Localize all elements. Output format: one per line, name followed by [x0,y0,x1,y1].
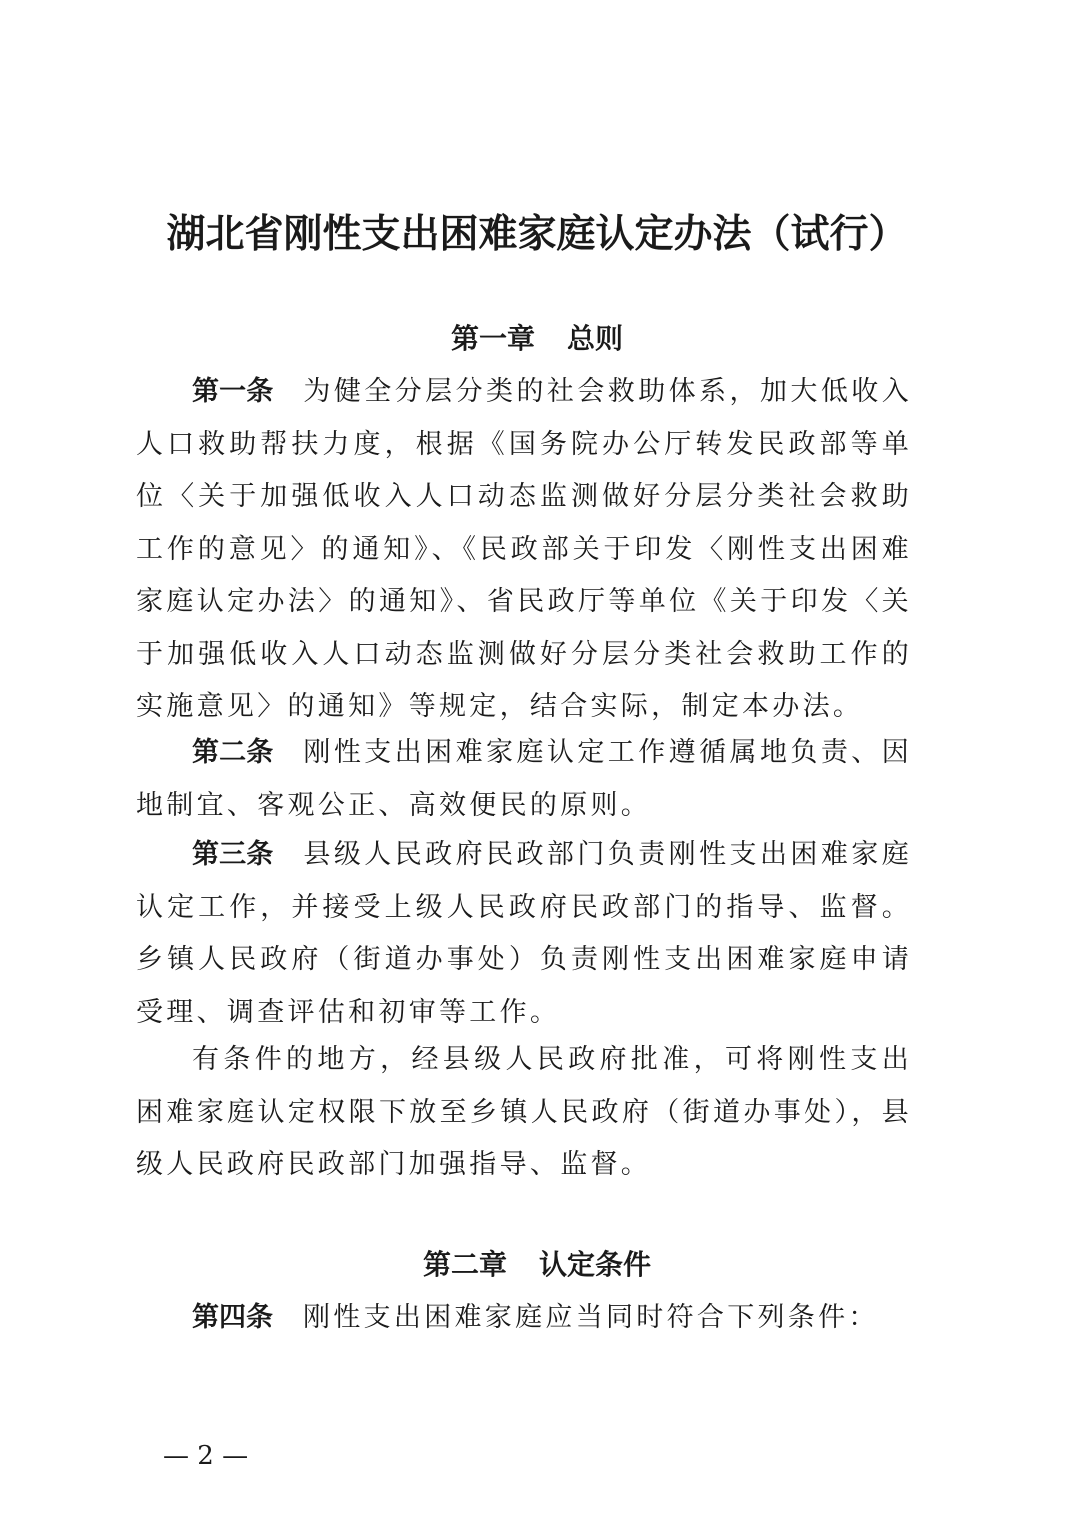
article-3-paragraph-2 [136,1034,912,1192]
article-number: 第二条 [192,737,274,768]
chapter-number: 第二章 [422,1248,507,1281]
article-number: 第三条 [192,839,274,870]
article-text: 有条件的地方，经县级人民政府批准，可将刚性支出困难家庭认定权限下放至乡镇人民政府（街道办事处），县级人民政府民政部门加强指导、监督。 [136,1044,912,1180]
chapter-heading-1 [0,319,1074,359]
article-text: 刚性支出困难家庭认定工作遵循属地负责、因地制宜、客观公正、高效便民的原则。 [136,737,913,821]
article-1 [136,366,912,734]
article-4 [136,1292,912,1345]
article-text: 县级人民政府民政部门负责刚性支出困难家庭认定工作，并接受上级人民政府民政部门的指导、监督。乡镇人民政府（街道办事处）负责刚性支出困难家庭申请受理、调查评估和初审等工作。 [136,839,913,1028]
article-text: 为健全分层分类的社会救助体系，加大低收入人口救助帮扶力度，根据《国务院办公厅转发民政部等单位〈关于加强低收入人口动态监测做好分层分类社会救助工作的意见〉的通知》、《民政部关于印发〈刚性支出困难家庭认定办法〉的通知》、省民政厅等单位《关于印发〈关于加强低收入人口动态监测做好分层分类社会救助工作的实施意见〉的通知》等规定，结合实际，制定本办法。 [136,376,913,722]
chapter-name: 总则 [567,322,624,355]
article-3 [136,829,912,1039]
document-title: 湖北省刚性支出困难家庭认定办法（试行） [166,212,908,257]
article-text: 刚性支出困难家庭应当同时符合下列条件： [303,1302,879,1333]
article-2 [136,727,912,832]
page-number: — 2 — [163,1441,249,1471]
chapter-number: 第一章 [450,322,535,355]
chapter-heading-2 [0,1245,1074,1285]
article-number: 第四条 [192,1302,273,1333]
article-number: 第一条 [192,376,274,407]
chapter-name: 认定条件 [539,1248,652,1281]
